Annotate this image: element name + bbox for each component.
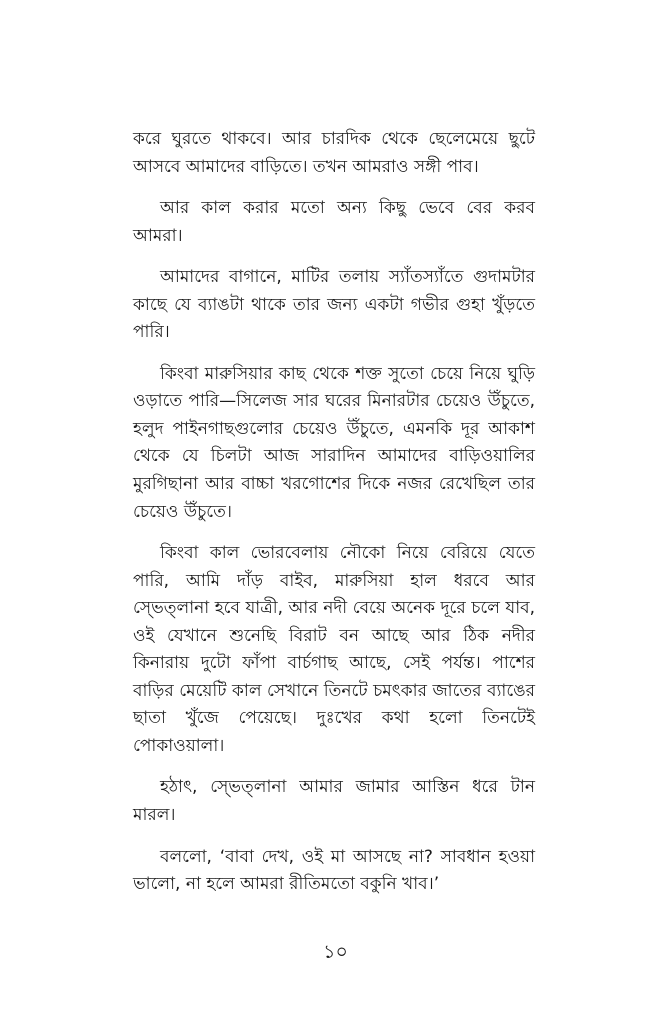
paragraph-4: কিংবা মারুসিয়ার কাছ থেকে শক্ত সুতো চেয়ে নিয়ে ঘুড়ি ওড়াতে পারি—সিলেজ সার ঘরের মিনারটার চেয়েও উঁচুতে, হলুদ পাইনগাছগুলোর চেয়েও উঁচুতে, এমনকি দূর আকাশ থেকে যে চিলটা আজ সারাদিন আমাদের বাড়িওয়ালির মুরগিছানা আর বাচ্চা খরগোশের দিকে নজর রেখেছিল তার চেয়েও উঁচুতে।	[133, 363, 535, 522]
body-text	[133, 126, 535, 913]
paragraph-1: করে ঘুরতে থাকবে। আর চারদিক থেকে ছেলেমেয়ে ছুটে আসবে আমাদের বাড়িতে। তখন আমরাও সঙ্গী পাব।	[133, 129, 535, 177]
paragraph-2: আর কাল করার মতো অন্য কিছু ভেবে বের করব আমরা।	[133, 198, 535, 246]
paragraph-3: আমাদের বাগানে, মাটির তলায় স্যাঁতস্যাঁতে গুদামটার কাছে যে ব্যাঙটা থাকে তার জন্য একটা গভীর গুহা খুঁড়তে পারি।	[133, 267, 535, 343]
paragraph-6: হঠাৎ, স্ভেত্লানা আমার জামার আস্তিন ধরে টান মারল।	[133, 777, 535, 826]
paragraph-5: কিংবা কাল ভোরবেলায় নৌকো নিয়ে বেরিয়ে যেতে পারি, আমি দাঁড় বাইব, মারুসিয়া হাল ধরবে আর স্ভেত্লানা হবে যাত্রী, আর নদী বেয়ে অনেক দূরে চলে যাব, ওই যেখানে শুনেছি বিরাট বন আছে আর ঠিক নদীর কিনারায় দুটো ফাঁপা বার্চগাছ আছে, সেই পর্যন্ত। পাশের বাড়ির মেয়েটি কাল সেখানে তিনটে চমৎকার জাতের ব্যাঙের ছাতা খুঁজে পেয়েছে। দুঃখের কথা হলো তিনটেই পোকাওয়ালা।	[133, 543, 535, 756]
page-number: ১০	[323, 941, 348, 963]
paragraph-7: বললো, ‘বাবা দেখ, ওই মা আসছে না? সাবধান হওয়া ভালো, না হলে আমরা রীতিমতো বকুনি খাব।’	[133, 846, 535, 895]
